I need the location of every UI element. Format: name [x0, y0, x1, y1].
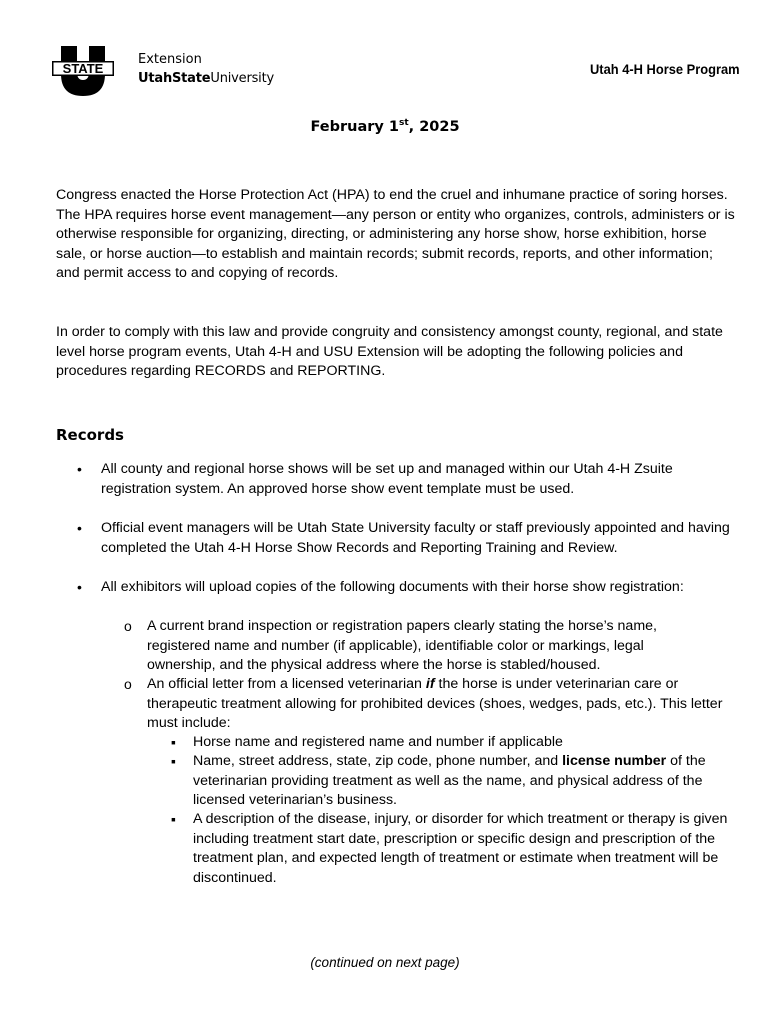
- sub-bullet-marker: o: [124, 676, 132, 692]
- bullet-item: All county and regional horse shows will be set up and managed within our Utah 4-H Zsuite registration system. An approved horse show event template must be used.: [101, 461, 673, 497]
- program-title: Utah 4-H Horse Program: [590, 61, 740, 77]
- bullet-marker: •: [77, 520, 82, 536]
- bullet-item: Official event managers will be Utah State University faculty or staff previously appointed and having completed the Utah 4-H Horse Show Records and Reporting Training and Review.: [101, 520, 730, 556]
- emphasis-license-number: license number: [562, 753, 667, 769]
- emphasis-if: if: [425, 676, 435, 692]
- sub-sub-bullet-text: Name, street address, state, zip code, phone number, and: [193, 753, 563, 769]
- sub-sub-bullet-text: of the veterinarian providing treatment as well as the name, and physical address of the licensed veterinarian’s business.: [193, 753, 706, 808]
- compliance-paragraph: In order to comply with this law and provide congruity and consistency amongst county, regional, and state level horse program events, Utah 4-H and USU Extension will be adopting the following policies and procedures regarding RECORDS and REPORTING.: [56, 324, 723, 379]
- sub-bullet-marker: o: [124, 618, 132, 634]
- square-marker: ▪: [171, 734, 176, 750]
- sub-bullet-text: An official letter from a licensed veterinarian: [147, 676, 426, 692]
- intro-paragraph: Congress enacted the Horse Protection Act (HPA) to end the cruel and inhumane practice of soring horses. The HPA requires horse event management—any person or entity who organizes, controls, administers or is otherwise responsible for organizing, directing, or administering any horse show, horse exhibition, horse sale, or horse auction—to establish and maintain records; submit records, reports, and other information; and permit access to and copying of records.: [56, 187, 735, 281]
- sub-bullet-item: A current brand inspection or registration papers clearly stating the horse’s name, registered name and number (if applicable), identifiable color or markings, legal ownership, and the physical address where the horse is stabled/housed.: [147, 618, 657, 673]
- document-date: [0, 118, 770, 135]
- date-sup: st: [398, 118, 409, 128]
- bullet-marker: •: [77, 461, 82, 477]
- sub-sub-bullet-item: [193, 752, 733, 811]
- square-marker: ▪: [171, 811, 176, 827]
- usu-state-logo: [52, 46, 114, 96]
- square-marker: ▪: [171, 753, 176, 769]
- date-rest: , 2025: [408, 118, 460, 135]
- section-heading-records: Records: [56, 426, 124, 444]
- usu-wordmark-bold: UtahState: [138, 71, 211, 86]
- sub-bullet-item: [147, 675, 731, 734]
- continued-footer: (continued on next page): [310, 955, 460, 970]
- bullet-marker: •: [77, 579, 82, 595]
- usu-wordmark-regular: University: [210, 71, 274, 86]
- bullet-item: All exhibitors will upload copies of the following documents with their horse show registration:: [101, 579, 684, 595]
- extension-label: Extension: [138, 52, 202, 67]
- date-main: February 1: [310, 118, 399, 135]
- usu-wordmark: [138, 71, 274, 86]
- sub-sub-bullet-item: A description of the disease, injury, or disorder for which treatment or therapy is given including treatment start date, prescription or specific design and prescription of the treatment plan, and expected length of treatment or estimate when treatment will be discontinued.: [193, 811, 728, 886]
- logo-state-text: STATE: [62, 61, 104, 76]
- sub-bullet-text: the horse is under veterinarian care or therapeutic treatment allowing for prohibited devices (shoes, wedges, pads, etc.). This letter must include:: [147, 676, 723, 731]
- sub-sub-bullet-item: Horse name and registered name and number if applicable: [193, 734, 563, 750]
